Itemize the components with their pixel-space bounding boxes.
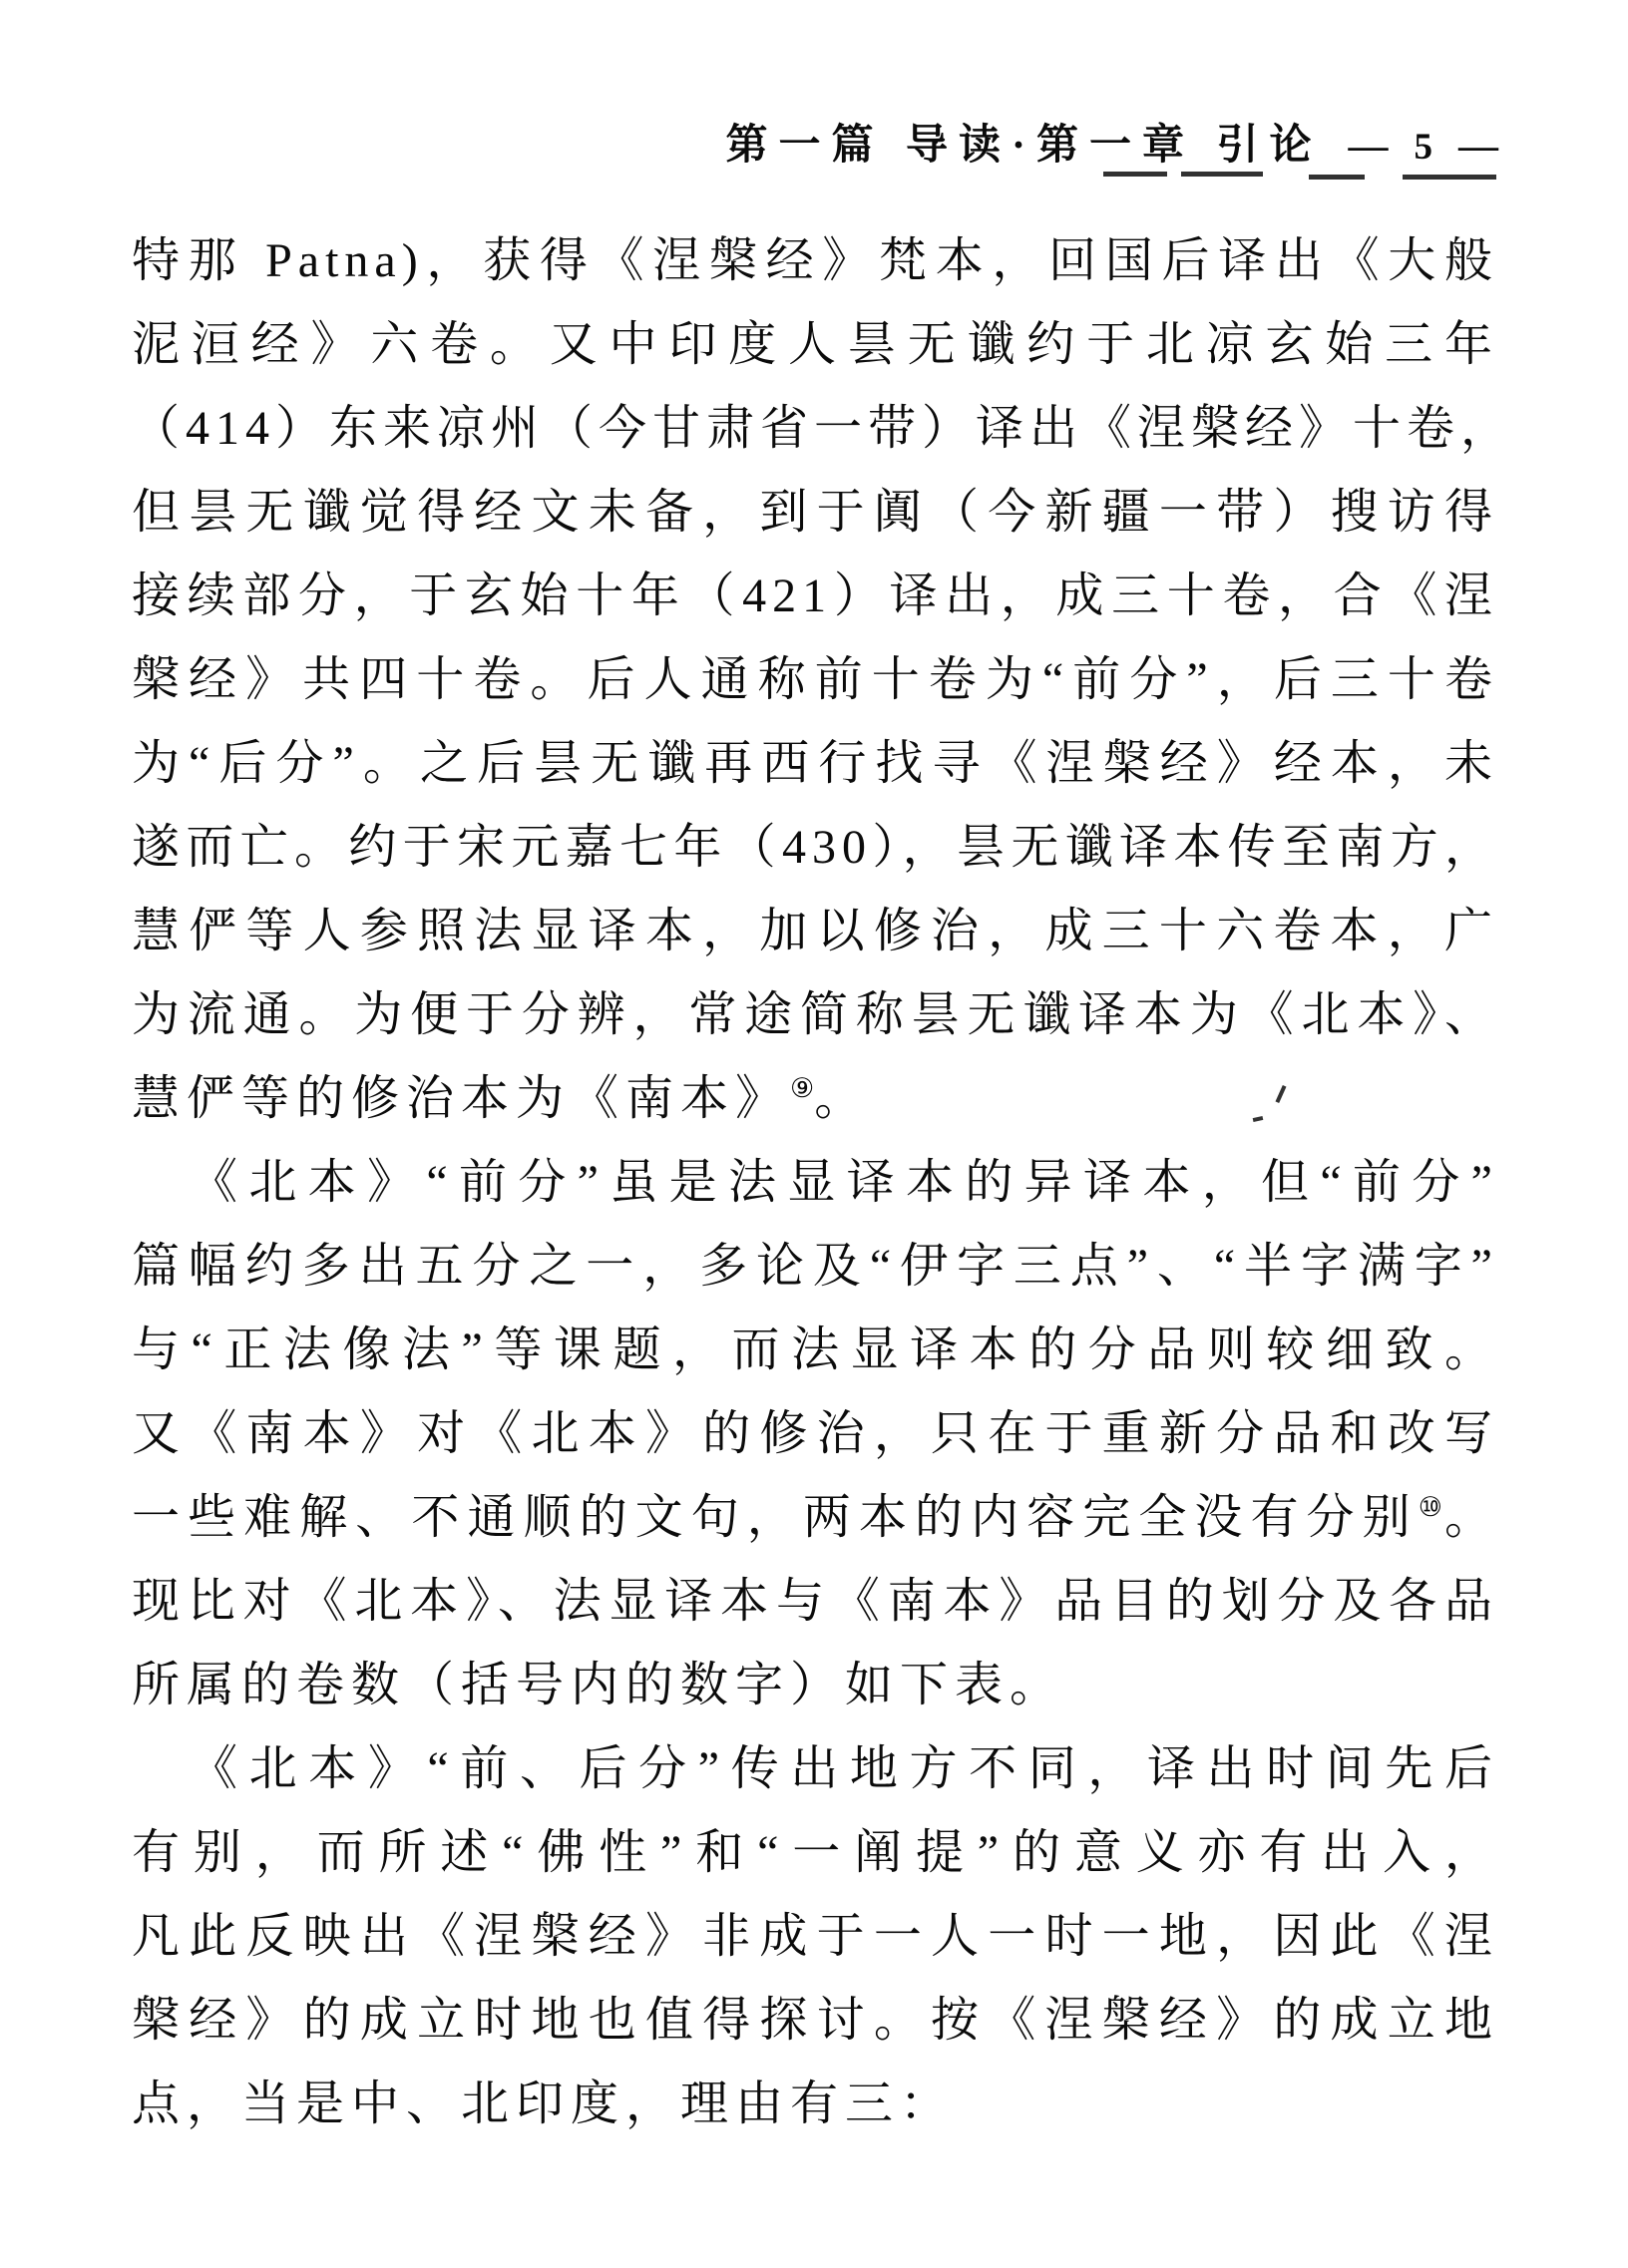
scan-artifact <box>1181 172 1263 177</box>
scan-artifact <box>1309 175 1365 180</box>
page-number-dash-left: — <box>1348 123 1389 168</box>
line-text: 。 <box>1443 1491 1498 1544</box>
text-line: 与“正法像法”等课题，而法显译本的分品则较细致。 <box>132 1323 1498 1376</box>
footnote-marker-9: ⑨ <box>790 1073 815 1103</box>
scan-artifact <box>1403 175 1496 180</box>
text-line: 泥洹经》六卷。又中印度人昙无谶约于北凉玄始三年 <box>132 318 1498 371</box>
text-line <box>132 1476 1498 1560</box>
footnote-marker-10: ⑩ <box>1418 1492 1444 1522</box>
page-number: 5 <box>1414 127 1432 168</box>
text-line: 为流通。为便于分辨，常途简称昙无谶译本为《北本》、 <box>132 988 1498 1041</box>
text-line: 篇幅约多出五分之一，多论及“伊字三点”、“半字满字” <box>132 1240 1498 1293</box>
text-line: 现比对《北本》、法显译本与《南本》品目的划分及各品 <box>132 1575 1498 1628</box>
text-line: 《北本》“前分”虽是法显译本的异译本，但“前分” <box>190 1156 1498 1209</box>
text-line: 慧俨等人参照法显译本，加以修治，成三十六卷本，广 <box>132 905 1498 957</box>
text-line: 又《南本》对《北本》的修治，只在于重新分品和改写 <box>132 1407 1498 1460</box>
body-text <box>132 219 1515 2146</box>
text-line: 《北本》“前、后分”传出地方不同，译出时间先后 <box>190 1742 1498 1795</box>
text-line: 凡此反映出《涅槃经》非成于一人一时一地，因此《涅 <box>132 1910 1498 1963</box>
text-line: 槃经》的成立时地也值得探讨。按《涅槃经》的成立地 <box>132 1994 1498 2047</box>
text-line: 所属的卷数（括号内的数字）如下表。 <box>132 1659 1065 1711</box>
text-line: 槃经》共四十卷。后人通称前十卷为“前分”，后三十卷 <box>132 653 1498 706</box>
text-line: 为“后分”。之后昙无谶再西行找寻《涅槃经》经本，未 <box>132 737 1498 790</box>
text-line: 点，当是中、北印度，理由有三： <box>132 2078 956 2130</box>
running-head <box>725 112 1498 172</box>
scan-artifact <box>1103 172 1167 177</box>
line-text: 慧俨等的修治本为《南本》 <box>132 1072 791 1125</box>
text-line <box>132 1057 1498 1141</box>
line-text: 一些难解、不通顺的文句，两本的内容完全没有分别 <box>132 1491 1419 1544</box>
text-line: 接续部分，于玄始十年（421）译出，成三十卷，合《涅 <box>132 569 1498 622</box>
text-line: 但昙无谶觉得经文未备，到于阗（今新疆一带）搜访得 <box>132 486 1498 539</box>
text-line: 特那 Patna)，获得《涅槃经》梵本，回国后译出《大般 <box>132 234 1498 287</box>
page-number-dash-right: — <box>1458 123 1498 168</box>
text-line: （414）东来凉州（今甘肃省一带）译出《涅槃经》十卷， <box>132 402 1515 455</box>
text-line: 遂而亡。约于宋元嘉七年（430），昙无谶译本传至南方， <box>132 821 1498 874</box>
text-line: 有别，而所述“佛性”和“一阐提”的意义亦有出入， <box>132 1826 1498 1879</box>
line-text: 。 <box>814 1072 870 1125</box>
running-head-title: 第一篇 导读·第一章 引论 <box>725 123 1323 169</box>
